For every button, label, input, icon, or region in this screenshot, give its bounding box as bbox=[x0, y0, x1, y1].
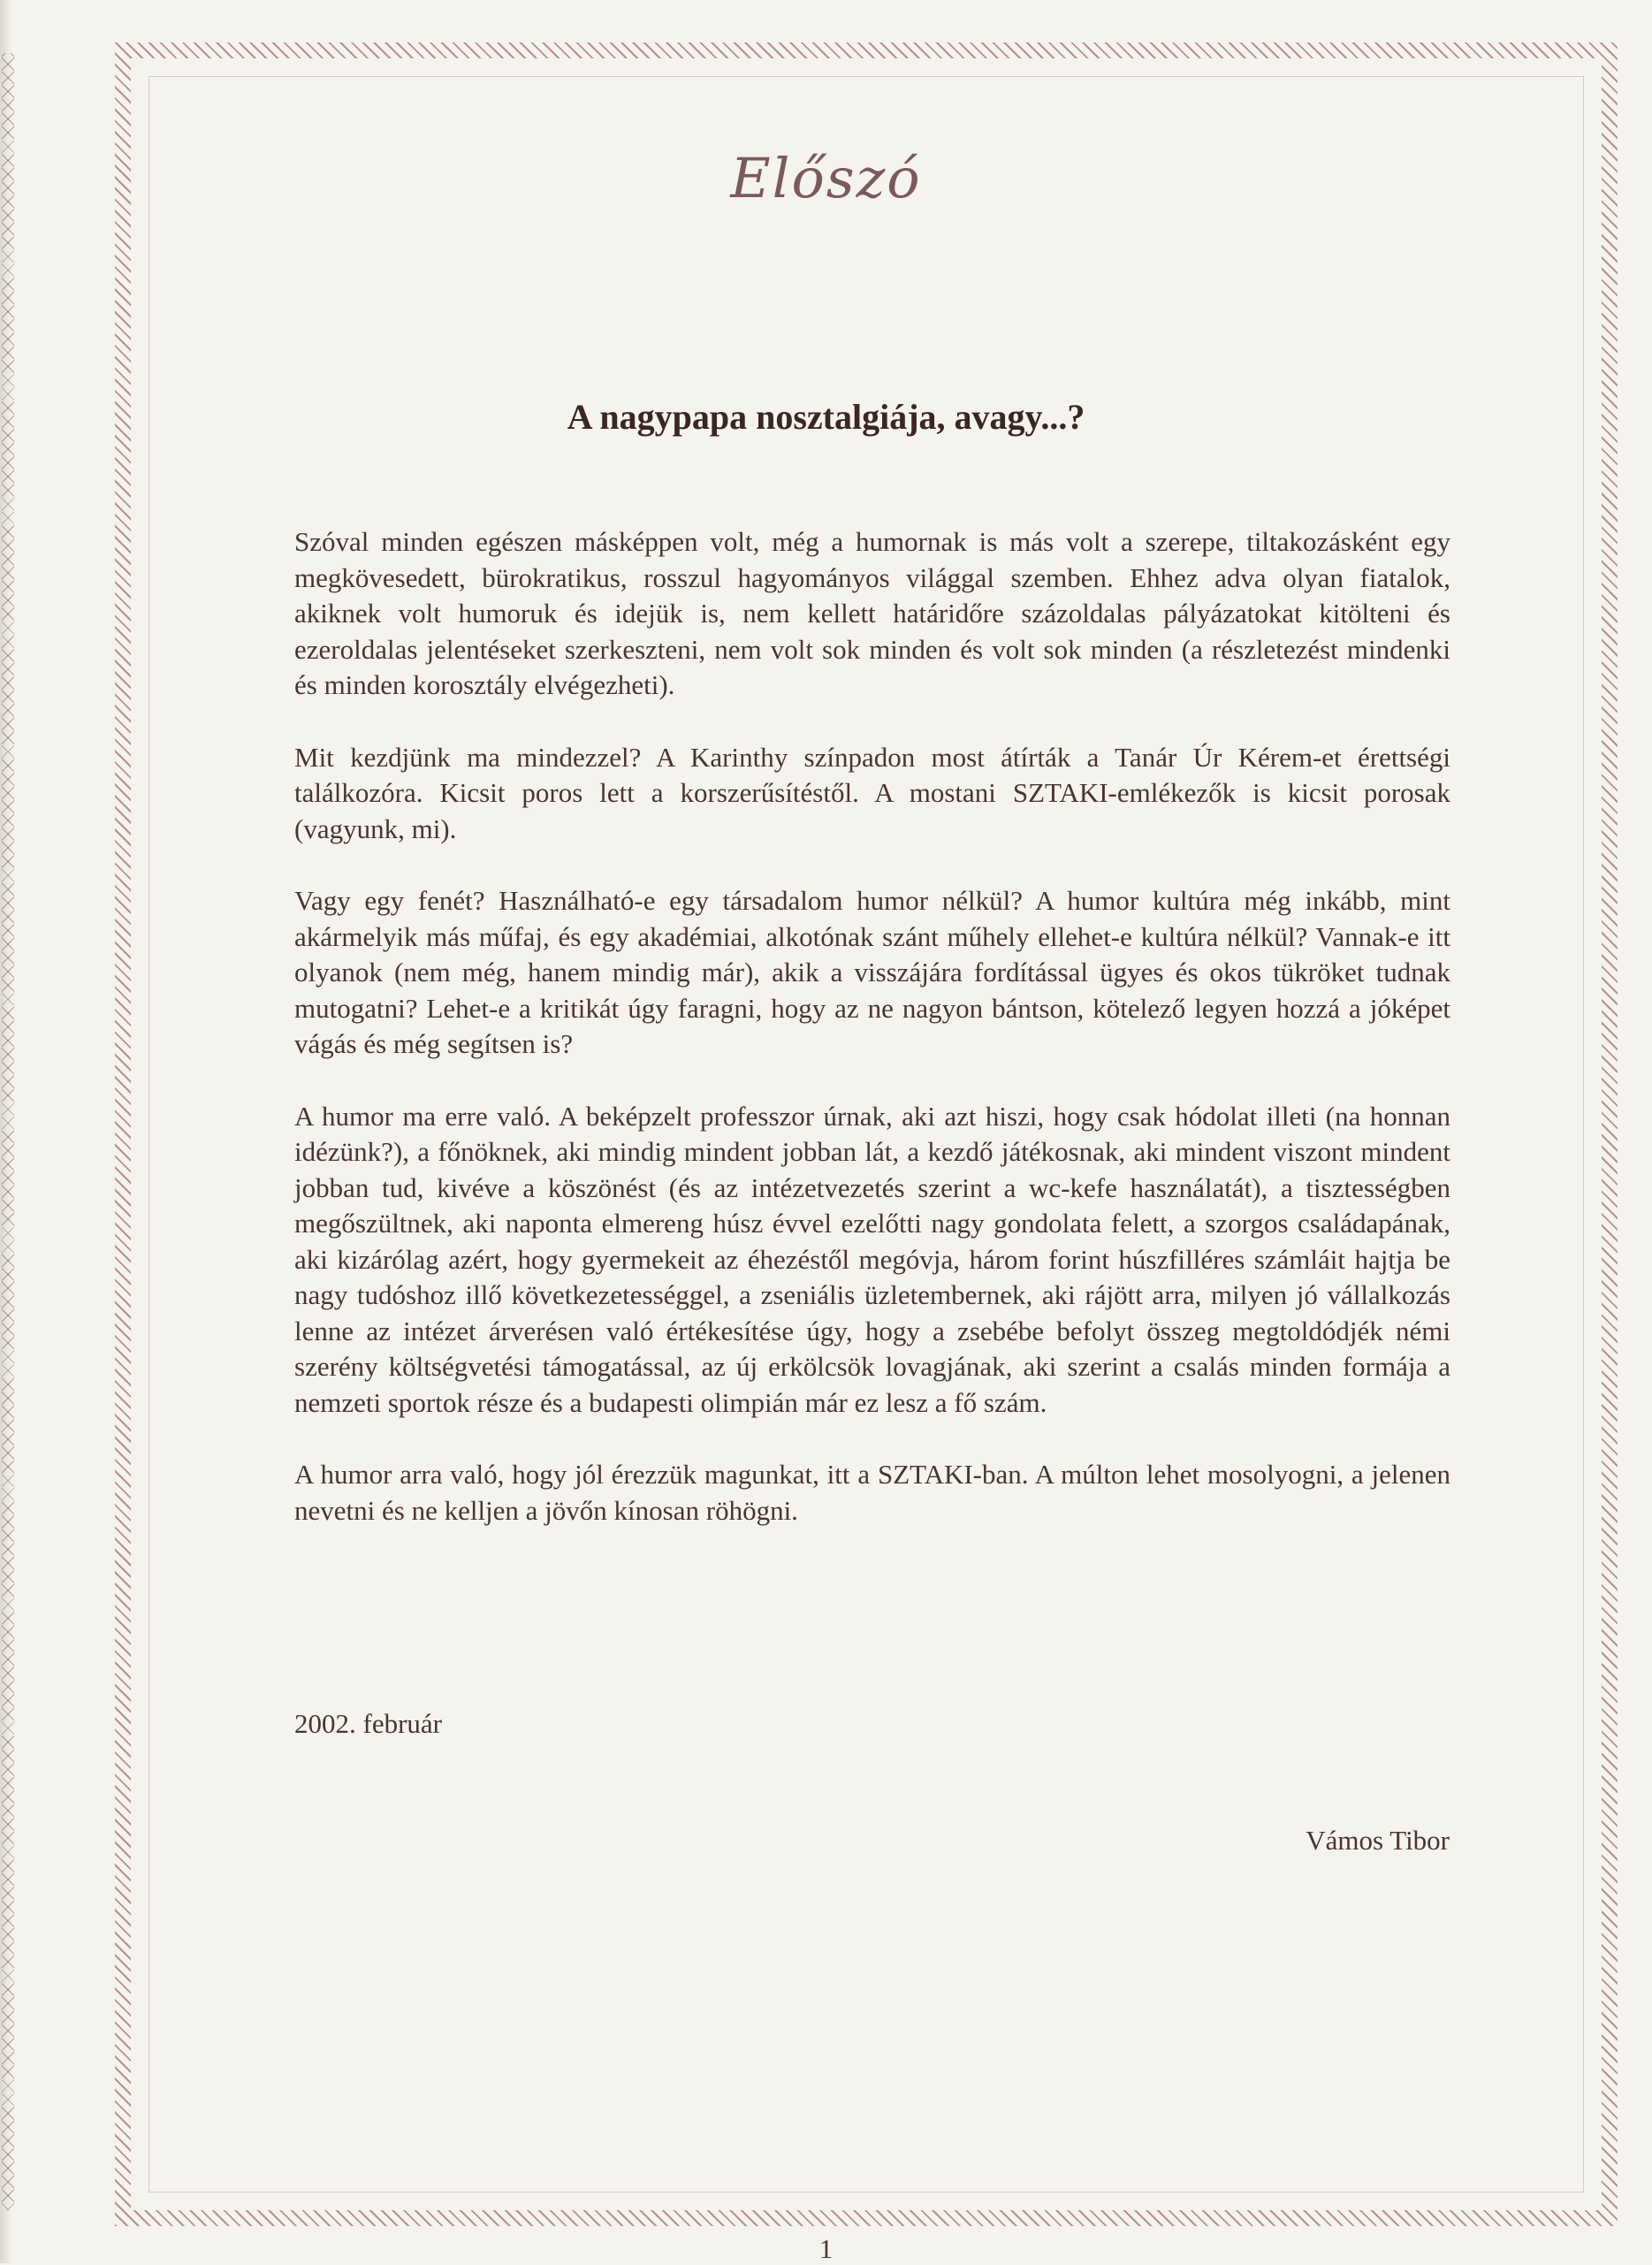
paragraph-3: Vagy egy fenét? Használható-e egy társadalom humor nélkül? A humor kultúra még inkább, mint akármelyik más műfaj, és egy akadémiai, alkotónak szánt műhely ellehet-e kultúra nélkül? Vannak-e itt olyanok (nem még, hanem mindig már), akik a visszájára fordítással ügyes és okos tükröket tudnak mutogatni? Lehet-e a kritikát úgy faragni, hogy az ne nagyon bántson, kötelező legyen hozzá a jóképet vágás és még segítsen is? bbox=[294, 885, 1450, 1059]
paragraph-4: A humor ma erre való. A beképzelt professzor úrnak, aki azt hiszi, hogy csak hódolat illeti (na honnan idézünk?), a főnöknek, aki mindig mindent jobban lát, a kezdő játékosnak, aki mindent viszont mindent jobban tud, kivéve a köszönést (és az intézetvezetés szerint a wc-kefe használatát), a tisztességben megőszültnek, aki naponta elmereng húsz évvel ezelőtti nagy gondolata felett, a szorgos családapának, aki kizárólag azért, hogy gyermekeit az éhezéstől megóvja, három forint húszfilléres számláit hajtja be nagy tudóshoz illő következetességgel, a zseniális üzletembernek, aki rájött arra, milyen jó vállalkozás lenne az intézet árverésen való értékesítése úgy, hogy a zsebébe befolyt összeg megtoldódjék némi szerény költségvetési támogatással, az új erkölcsök lovagjának, aki szerint a csalás minden formája a nemzeti sportok része és a budapesti olimpián már ez lesz a fő szám. bbox=[294, 1100, 1450, 1418]
body-text bbox=[294, 524, 1450, 1565]
left-decorative-strip bbox=[2, 53, 14, 2210]
paragraph-2: Mit kezdjünk ma mindezzel? A Karinthy színpadon most átírták a Tanár Úr Kérem-et érettségi találkozóra. Kicsit poros lett a korszerűsítéstől. A mostani SZTAKI-emlékezők is kicsit porosak (vagyunk, mi). bbox=[294, 741, 1450, 844]
author-signature: Vámos Tibor bbox=[1306, 1825, 1450, 1856]
script-title: Előszó bbox=[730, 146, 922, 210]
date-line: 2002. február bbox=[294, 1708, 442, 1739]
page-number: 1 bbox=[818, 2233, 834, 2264]
page-heading: A nagypapa nosztalgiája, avagy...? bbox=[567, 397, 1085, 437]
paragraph-1: Szóval minden egészen másképpen volt, még a humornak is más volt a szerepe, tiltakozásként egy megkövesedett, bürokratikus, rosszul hagyományos világgal szemben. Ehhez adva olyan fiatalok, akiknek volt humoruk és idejük is, nem kellett határidőre százoldalas pályázatokat kitölteni és ezeroldalas jelentéseket szerkeszteni, nem volt sok minden és volt sok minden (a részletezést mindenki és minden korosztály elvégezheti). bbox=[294, 526, 1450, 700]
paragraph-5: A humor arra való, hogy jól érezzük magunkat, itt a SZTAKI-ban. A múlton lehet mosolyogni, a jelenen nevetni és ne kelljen a jövőn kínosan röhögni. bbox=[294, 1459, 1450, 1526]
